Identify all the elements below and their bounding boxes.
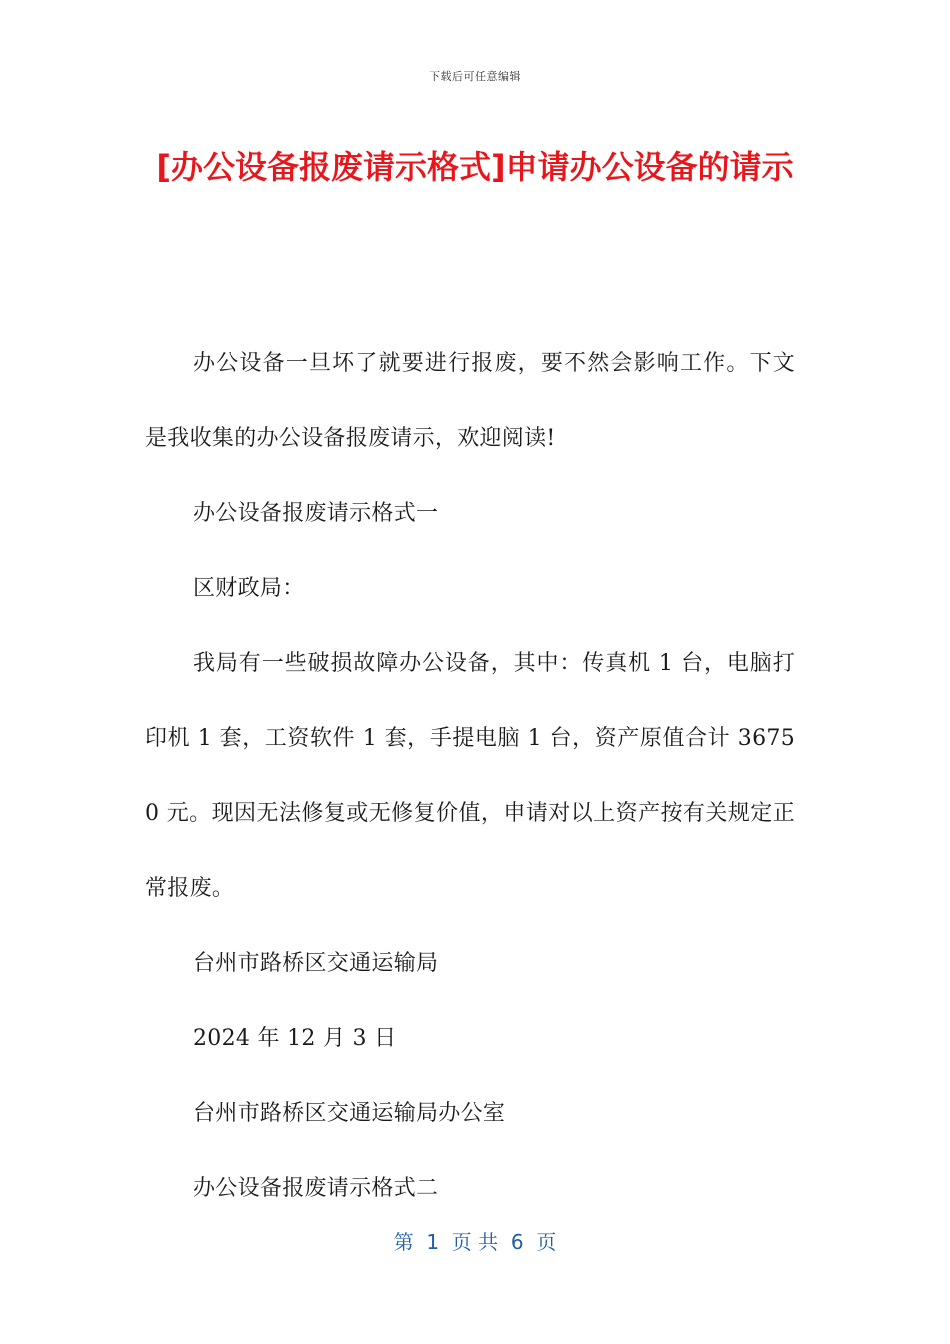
paragraph-intro: 办公设备一旦坏了就要进行报废，要不然会影响工作。下文是我收集的办公设备报废请示，欢迎阅读! (145, 351, 795, 451)
paragraph-request-body: 我局有一些破损故障办公设备，其中：传真机 1 台，电脑打印机 1 套，工资软件 1 套，手提电脑 1 台，资产原值合计 36750 元。现因无法修复或无修复价值，申请对以上资产按有关规定正常报废。 (145, 651, 795, 901)
document-title: [办公设备报废请示格式]申请办公设备的请示 (156, 148, 794, 186)
paragraph-addressee: 区财政局： (193, 576, 305, 601)
page-number: 第 1 页 共 6 页 (393, 1230, 557, 1254)
paragraph-signature-org: 台州市路桥区交通运输局 (193, 951, 439, 976)
paragraph-date: 2024 年 12 月 3 日 (193, 1026, 397, 1051)
document-body (145, 326, 795, 1226)
paragraph-office: 台州市路桥区交通运输局办公室 (193, 1101, 506, 1126)
paragraph-format-one-heading: 办公设备报废请示格式一 (193, 501, 439, 526)
paragraph-format-two-heading: 办公设备报废请示格式二 (193, 1176, 439, 1201)
header-note: 下载后可任意编辑 (429, 70, 521, 83)
